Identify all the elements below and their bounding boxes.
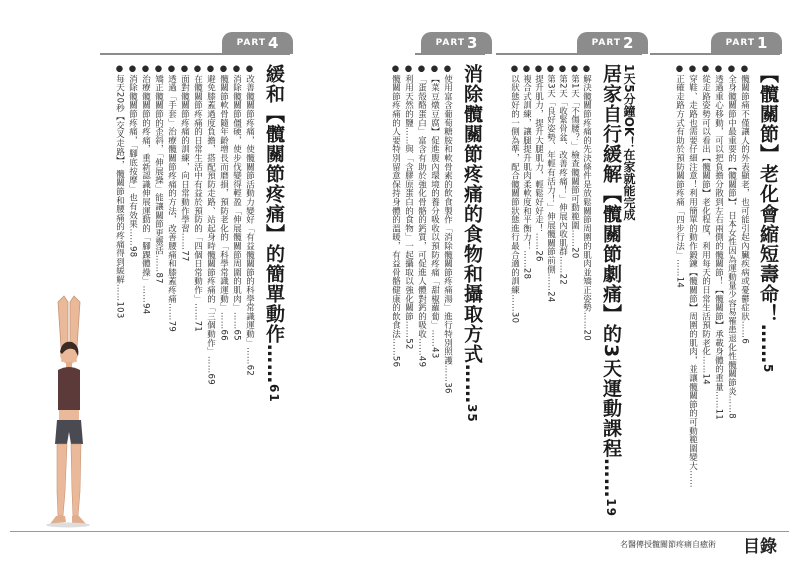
part-3-item: ●髖關節疼痛的人要特別留意保持身體的溫暖，有益骨骼健康的飲食法……56 bbox=[390, 64, 401, 368]
part-1-item: ●穿鞋、走路也需要仔細注意！利用簡單的動作鍛鍊【髖關節】周圍的肌肉，並讓髖關節的可動範圍變大…… bbox=[687, 64, 698, 488]
part-3-title: 消除髖關節疼痛的食物和攝取方式……35 bbox=[461, 64, 483, 423]
part-4-item: ●每天20秒【交叉走路】，髖關節和腰痛的疼痛得到緩解……103 bbox=[114, 64, 125, 319]
footer-book-title: 名醫傳授髖關節疼痛自癒術 bbox=[620, 540, 716, 549]
part-4-item: ●治療髖關節的疼痛，重新認識伸展運動的「腳踝體操」……94 bbox=[140, 64, 151, 315]
part-4-tab-label: PART bbox=[236, 38, 266, 48]
part-4-item: ●消除髖關節疼痛，「腳底按摩」也有效果……98 bbox=[127, 64, 138, 258]
part-3-item: ●使用富含葡萄糖胺和軟骨素的飲食製作「消除髖關節疼痛湯」進行特別照護……36 bbox=[442, 64, 453, 394]
part-1-title-page: 5 bbox=[761, 364, 775, 374]
part-2-tab-line bbox=[496, 53, 642, 55]
part-4-item: ●面對髖關節疼痛的訓練，向日常動作學習……77 bbox=[179, 64, 190, 262]
part-4-item: ●改善髖關節疼痛，使髖關節活動力變好「有益髖關節的科學常識運動」……62 bbox=[244, 64, 255, 377]
part-3-item: ●利用天然的鹽……與「含膠原蛋白的食物」一起攝取以強化關節……52 bbox=[403, 64, 414, 350]
part-2-item: ●複合式訓練，讓腿提升肌肉柔軟度和平衡力！……28 bbox=[521, 64, 532, 280]
part-3-item: ●「蛋殼酪蛋白」富含有助於強化骨骼的鈣質，可促進人體對鈣的吸收……49 bbox=[416, 64, 427, 368]
part-4-item: ●髖關節軟骨隨年齡增長而磨損，預防老化的「科學常識運動」……66 bbox=[218, 64, 229, 341]
part-3-title-page: 35 bbox=[465, 404, 479, 423]
part-1-item: ●髖關節痛不僅讓人的外表顯老，也可能引起內臟疾病或憂鬱症狀……6 bbox=[739, 64, 750, 345]
part-1-item: ●從走路姿勢可以看出【髖關節】老化程度，利用每天的日常生活預防老化……14 bbox=[700, 64, 711, 385]
part-2-tab bbox=[577, 32, 648, 54]
part-1-title: 【髖關節】老化會縮短壽命！……5 bbox=[757, 64, 779, 374]
part-4-item: ●透過「手套」治療髖關節疼痛的方法，改善腰痛和膝蓋疼痛……79 bbox=[166, 64, 177, 333]
part-4-item: ●矯正髖關節的歪斜，「伸展操」能讓關節更靈活……87 bbox=[153, 64, 164, 284]
part-2-subtitle: 1天5分鐘OK！在家就能完成 bbox=[622, 64, 636, 221]
part-3-tab bbox=[421, 32, 492, 54]
part-2-tab-number: 2 bbox=[622, 34, 634, 52]
part-2-item: ●提升肌力，提升大腿肌力，輕鬆好好走！……26 bbox=[533, 64, 544, 262]
part-2-item: ●第3天「良好姿勢、年輕有活力！」伸展髖關節前側……24 bbox=[545, 64, 556, 303]
part-1-tab-label: PART bbox=[725, 38, 755, 48]
part-4-title: 緩和【髖關節疼痛】的簡單動作……61 bbox=[263, 64, 285, 403]
footer-section-label: 目錄 bbox=[743, 537, 777, 557]
part-1-item: ●全身髖關節中最重要的【髖關節】，日本女性因為運動量少容易罹患退化性髖關節炎……8 bbox=[726, 64, 737, 419]
part-2-title: 居家自行緩解【髖關節劇痛】的3天運動課程……19 bbox=[600, 64, 622, 517]
part-2-title-page: 19 bbox=[604, 498, 618, 517]
part-4-tab-line bbox=[100, 53, 290, 55]
part-1-item: ●透過重心移動，可以把負擔分散到左右兩側的髖關節！【髖關節】承載身體的重量……11 bbox=[713, 64, 724, 421]
part-4-item: ●消除髖關節僵硬，使步伐變得輕盈「伸展髖關節周圍的肌肉」……65 bbox=[231, 64, 242, 341]
part-4-item: ●在髖關節疼痛的日常生活中有益於預防的「四個日常動作」……71 bbox=[192, 64, 203, 333]
part-3-tab-number: 3 bbox=[466, 34, 478, 52]
part-1-tab-number: 1 bbox=[756, 34, 768, 52]
part-1-tab-line bbox=[650, 53, 780, 55]
part-4-tab bbox=[222, 32, 293, 54]
part-2-item: ●第2天「收緊骨盆、改善疼痛！」伸展內收肌群……22 bbox=[557, 64, 568, 286]
part-3-item: ●【菜豆燉豆腐】促進腹內環境的養分吸收以預防疼痛「甜椒蘿蔔」……43 bbox=[429, 64, 440, 359]
part-1-tab bbox=[711, 32, 782, 54]
part-4-tab-number: 4 bbox=[267, 34, 279, 52]
part-4-item: ●避免膝蓋過度負擔，搭配預防走路、站起身時髖關節疼痛的「三個動作」……69 bbox=[205, 64, 216, 385]
part-2-item: ●解決髖關節疼痛的先決條件是放鬆關節周圍的肌肉並矯正姿勢……20 bbox=[581, 64, 592, 341]
part-4-title-page: 61 bbox=[267, 384, 281, 403]
part-1-item: ●正確走路方式有助於預防關節疼痛「四步行法」……14 bbox=[674, 64, 685, 289]
part-3-tab-line bbox=[415, 53, 485, 55]
part-2-item: ●第1天「不傷腰？」檢查髖關節可動範圍……20 bbox=[569, 64, 580, 259]
stretching-woman-illustration bbox=[28, 292, 110, 528]
part-2-item: ●以狀態好的一側為準，配合髖關節狀態進行最合適的訓練……30 bbox=[509, 64, 520, 324]
bottom-rule bbox=[10, 531, 789, 532]
part-3-tab-label: PART bbox=[435, 38, 465, 48]
part-2-tab-label: PART bbox=[591, 38, 621, 48]
